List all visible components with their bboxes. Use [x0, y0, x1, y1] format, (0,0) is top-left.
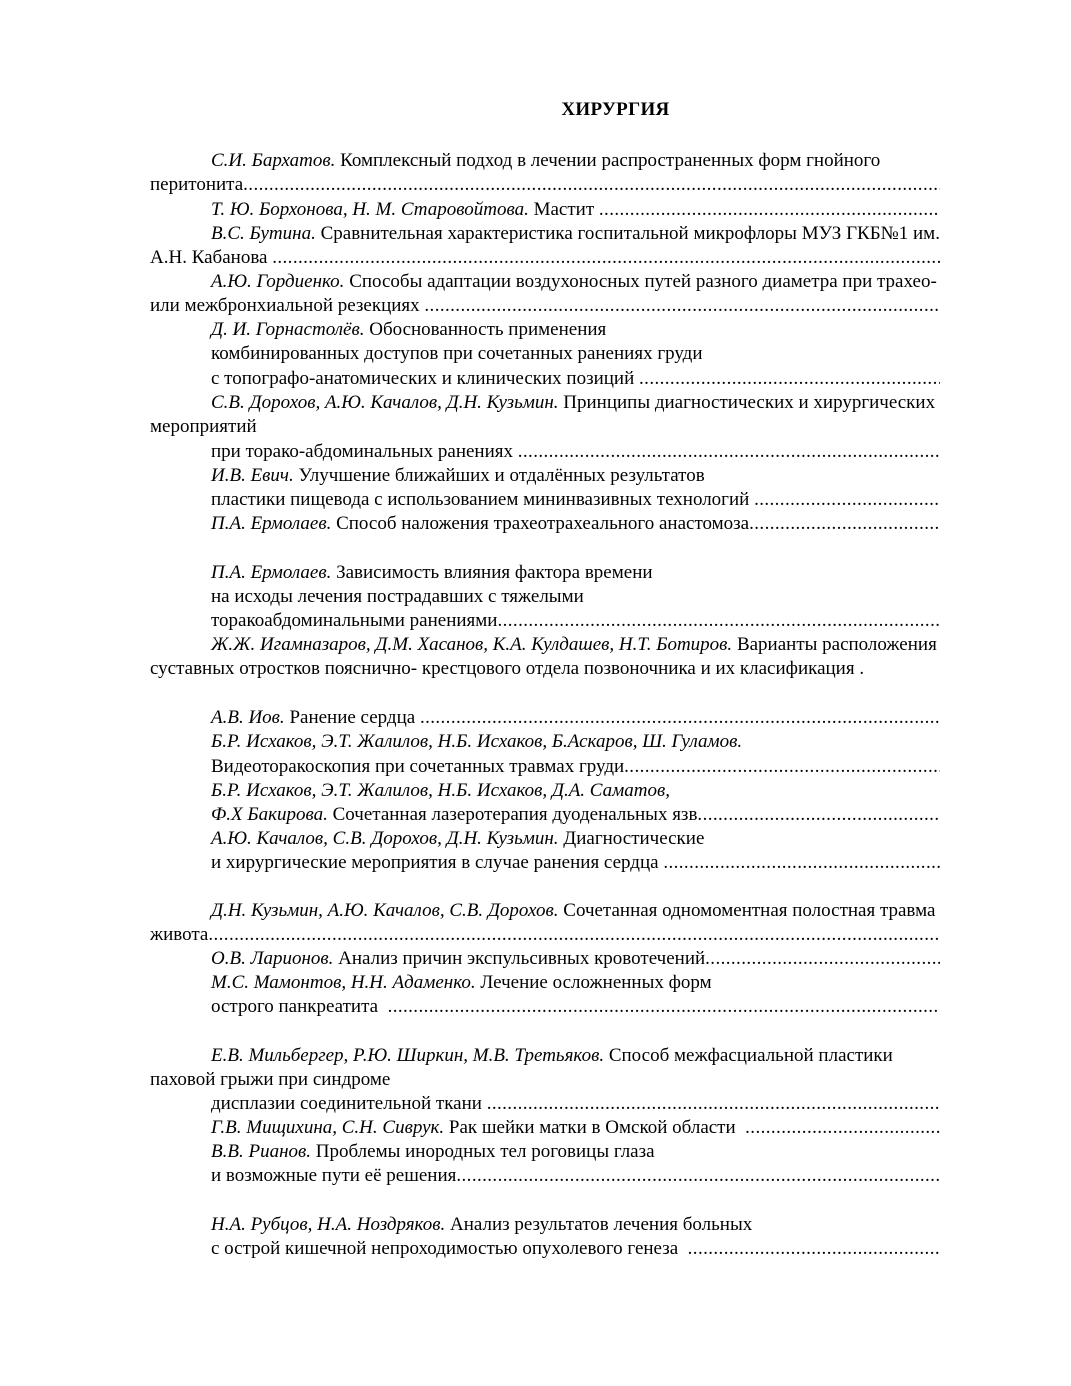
dot-leader	[639, 367, 940, 391]
dot-leader	[243, 173, 940, 197]
toc-entry-line	[211, 851, 940, 875]
entry-authors: М.С. Мамонтов, Н.Н. Адаменко.	[211, 972, 476, 993]
entry-title: Принципы диагностических и хирургических	[558, 392, 936, 413]
entry-title: Варианты расположения	[732, 634, 937, 655]
dot-leader	[388, 995, 940, 1019]
entry-title: А.Н. Кабанова	[150, 247, 268, 268]
toc-entry-line	[211, 1092, 940, 1116]
entry-title: торакоабдоминальными ранениями	[211, 610, 498, 631]
dot-leader	[688, 1237, 940, 1261]
dot-leader	[456, 1164, 940, 1188]
entry-title: или межбронхиальной резекциях	[150, 295, 420, 316]
toc-entry-line	[211, 1213, 752, 1237]
entry-authors: Д.Н. Кузьмин, А.Ю. Качалов, С.В. Дорохов.	[211, 900, 559, 921]
dot-leader	[272, 246, 940, 270]
entry-title: Видеоторакоскопия при сочетанных травмах груди	[211, 756, 625, 777]
toc-entry-line	[211, 198, 940, 222]
toc-entry-line	[211, 947, 940, 971]
toc-entry-line	[211, 440, 940, 464]
entry-authors: И.В. Евич.	[211, 465, 294, 486]
entry-authors: В.С. Бутина.	[211, 223, 316, 244]
toc-entry-line	[211, 971, 712, 995]
dot-leader	[754, 488, 940, 512]
entry-title: с топографо-анатомических и клинических позиций	[211, 368, 635, 389]
entry-authors: С.И. Бархатов.	[211, 150, 336, 171]
toc-entry-line	[211, 222, 940, 246]
entry-title: суставных отростков пояснично- крестцового отдела позвоночника и их класификация .	[150, 658, 865, 679]
toc-entry-line	[211, 995, 940, 1019]
entry-authors: Б.Р. Исхаков, Э.Т. Жалилов, Н.Б. Исхаков, Д.А. Саматов,	[211, 780, 670, 801]
entry-title: Мастит	[528, 199, 595, 220]
toc-entry-line	[211, 779, 670, 803]
entry-title: Лечение осложненных форм	[475, 972, 712, 993]
entry-authors: О.В. Ларионов.	[211, 948, 334, 969]
entry-authors: А.Ю. Гордиенко.	[211, 271, 345, 292]
toc-entry-line	[211, 633, 937, 657]
entry-authors: Н.А. Рубцов, Н.А. Ноздряков.	[211, 1214, 446, 1235]
entry-title: Диагностические	[558, 828, 705, 849]
dot-leader	[663, 851, 940, 875]
dot-leader	[749, 512, 940, 536]
toc-entry-line	[211, 1140, 655, 1164]
entry-title: Способы адаптации воздухоносных путей разного диаметра при трахео-	[344, 271, 937, 292]
entry-authors: Б.Р. Исхаков, Э.Т. Жалилов, Н.Б. Исхаков, Б.Аскаров, Ш. Гуламов.	[211, 731, 743, 752]
toc-entry-line	[211, 149, 880, 173]
section-title: ХИРУРГИЯ	[561, 99, 670, 120]
toc-entry-line	[211, 342, 703, 366]
entry-authors: Г.В. Мищихина, С.Н. Сиврук.	[211, 1117, 445, 1138]
dot-leader	[705, 947, 940, 971]
entry-title: мероприятий	[150, 416, 257, 437]
toc-entry-line	[211, 803, 940, 827]
toc-entry-line	[150, 246, 940, 270]
entry-authors: Е.В. Мильбергер, Р.Ю. Ширкин, М.В. Третьяков.	[211, 1045, 605, 1066]
entry-title: Сочетанная лазеротерапия дуоденальных язв	[327, 804, 698, 825]
entry-title: при торако-абдоминальных ранениях	[211, 441, 513, 462]
entry-authors: С.В. Дорохов, А.Ю. Качалов, Д.Н. Кузьмин.	[211, 392, 559, 413]
toc-entry-line	[211, 827, 704, 851]
toc-entry-line	[211, 270, 937, 294]
dot-leader	[424, 294, 940, 318]
entry-title: Анализ причин экспульсивных кровотечений	[333, 948, 706, 969]
entry-title: Анализ результатов лечения больных	[445, 1214, 753, 1235]
entry-title: дисплазии соединительной ткани	[211, 1093, 482, 1114]
toc-entry-line	[150, 173, 940, 197]
toc-entry-line	[150, 657, 864, 681]
entry-title: Способ наложения трахеотрахеального анастомоза	[331, 513, 750, 534]
entry-authors: Т. Ю. Борхонова, Н. М. Старовойтова.	[211, 199, 529, 220]
toc-entry-line	[211, 512, 940, 536]
entry-authors: А.Ю. Качалов, С.В. Дорохов, Д.Н. Кузьмин.	[211, 828, 559, 849]
dot-leader	[497, 609, 940, 633]
dot-leader	[487, 1092, 940, 1116]
entry-authors: П.А. Ермолаев.	[211, 513, 332, 534]
entry-authors: Ф.Х Бакирова.	[211, 804, 328, 825]
dot-leader	[518, 440, 940, 464]
toc-entry-line	[211, 464, 705, 488]
entry-title: Сочетанная одномоментная полостная травма	[558, 900, 936, 921]
entry-authors: А.В. Иов.	[211, 707, 285, 728]
dot-leader	[624, 755, 940, 779]
entry-title: и хирургические мероприятия в случае ранения сердца	[211, 852, 659, 873]
entry-title: и возможные пути её решения	[211, 1165, 457, 1186]
entry-title: острого панкреатита	[211, 996, 383, 1017]
entry-title: на исходы лечения пострадавших с тяжелыми	[211, 586, 584, 607]
entry-title: Способ межфасциальной пластики	[604, 1045, 893, 1066]
toc-entry-line	[211, 1116, 940, 1140]
entry-title: Улучшение ближайших и отдалённых результатов	[293, 465, 705, 486]
entry-authors: Ж.Ж. Игамназаров, Д.М. Хасанов, К.А. Кулдашев, Н.Т. Ботиров.	[211, 634, 733, 655]
entry-title: Ранение сердца	[284, 707, 416, 728]
toc-entry-line	[211, 899, 935, 923]
entry-authors: П.А. Ермолаев.	[211, 562, 332, 583]
toc-entry-line	[211, 1164, 940, 1188]
toc-entry-line	[211, 488, 940, 512]
toc-entry-line	[150, 415, 257, 439]
dot-leader	[697, 803, 940, 827]
entry-authors: В.В. Рианов.	[211, 1141, 311, 1162]
entry-title: перитонита	[150, 174, 244, 195]
dot-leader	[420, 706, 940, 730]
entry-title: Сравнительная характеристика госпитальной микрофлоры МУЗ ГКБ№1 им.	[315, 223, 940, 244]
toc-entry-line	[211, 391, 935, 415]
toc-entry-line	[211, 1237, 940, 1261]
toc-entry-line	[150, 923, 940, 947]
entry-title: пластики пищевода с использованием мининвазивных технологий	[211, 489, 750, 510]
toc-entry-line	[150, 1068, 390, 1092]
toc-entry-line	[211, 755, 940, 779]
toc-entry-line	[211, 1044, 893, 1068]
entry-title: Рак шейки матки в Омской области	[444, 1117, 741, 1138]
dot-leader	[208, 923, 940, 947]
toc-entry-line	[211, 561, 653, 585]
entry-title: комбинированных доступов при сочетанных ранениях груди	[211, 343, 703, 364]
toc-entry-line	[211, 706, 940, 730]
toc-entry-line	[211, 609, 940, 633]
entry-title: паховой грыжи при синдроме	[150, 1069, 391, 1090]
entry-title: живота	[150, 924, 209, 945]
toc-entry-line	[211, 730, 742, 754]
entry-title: Обоснованность применения	[364, 319, 607, 340]
toc-entry-line	[211, 318, 606, 342]
toc-entry-line	[211, 367, 940, 391]
entry-title: Зависимость влияния фактора времени	[331, 562, 653, 583]
entry-title: Проблемы инородных тел роговицы глаза	[311, 1141, 655, 1162]
entry-authors: Д. И. Горнастолёв.	[211, 319, 365, 340]
entry-title: с острой кишечной непроходимостью опухолевого генеза	[211, 1238, 683, 1259]
entry-title: Комплексный подход в лечении распространенных форм гнойного	[335, 150, 881, 171]
dot-leader	[745, 1116, 940, 1140]
toc-entry-line	[211, 585, 584, 609]
toc-entry-line	[150, 294, 940, 318]
dot-leader	[599, 198, 940, 222]
